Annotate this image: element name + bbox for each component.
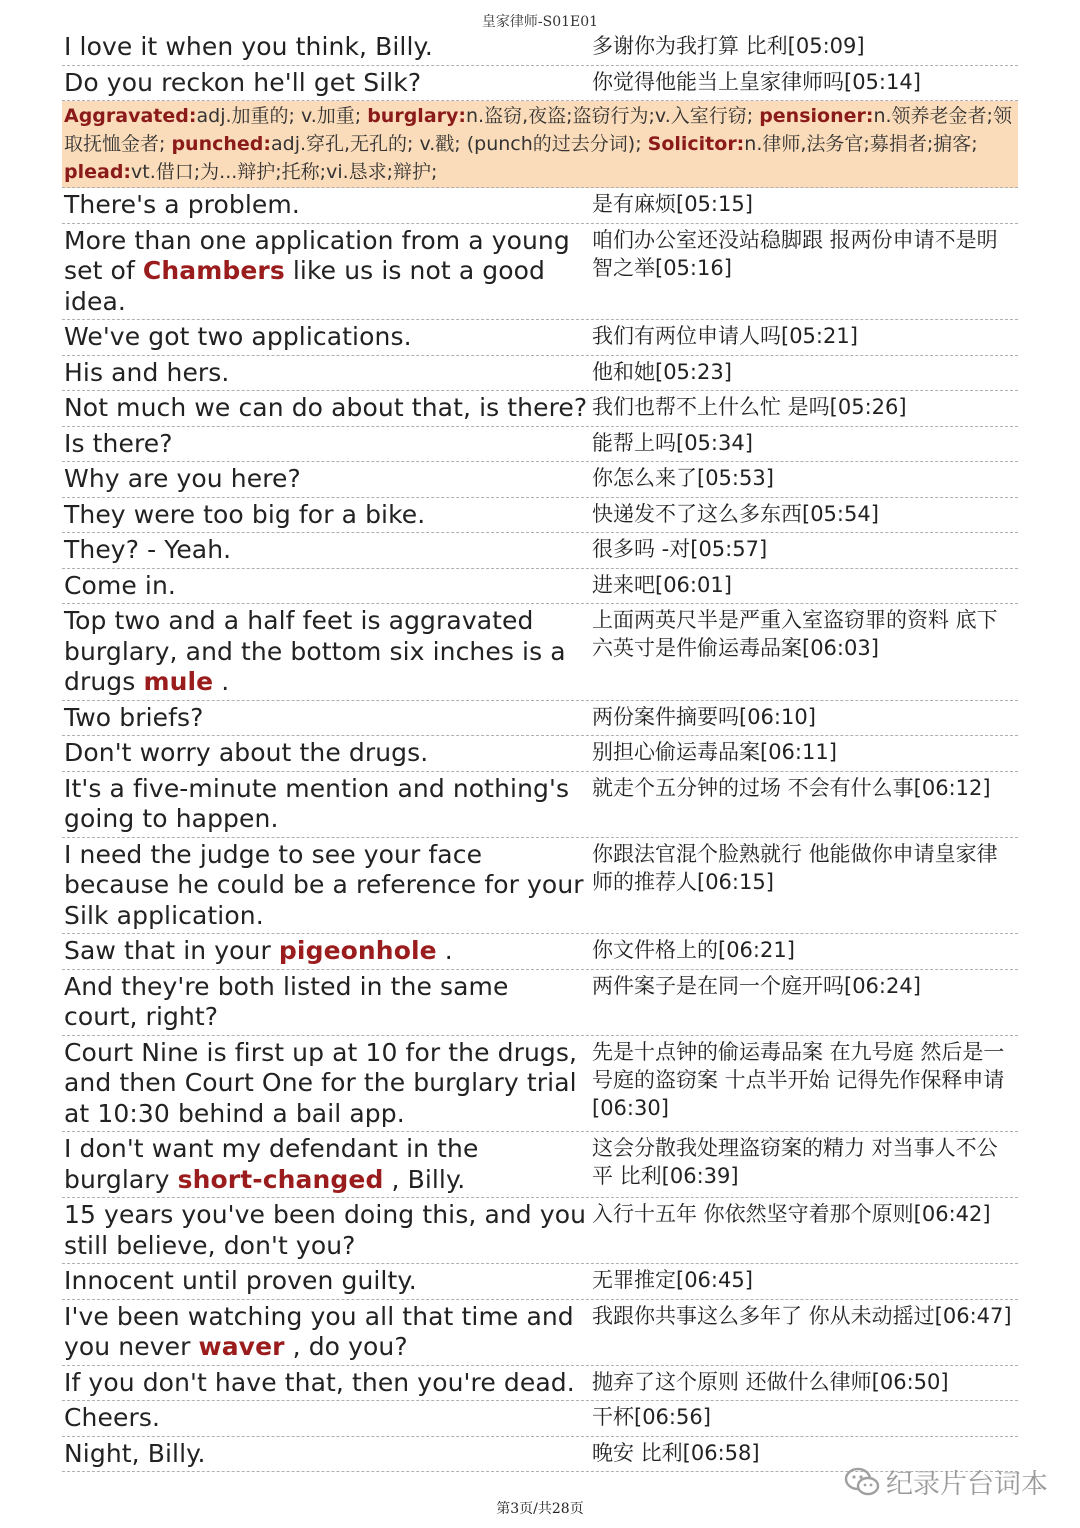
english-text: We've got two applications. <box>64 322 412 351</box>
english-text: Night, Billy. <box>64 1438 206 1468</box>
english-text: More than one application from a young set of <box>64 225 570 285</box>
english-line <box>62 970 590 1035</box>
chinese-line: 入行十五年 你依然坚守着那个原则[06:42] <box>592 1202 991 1226</box>
english-line <box>62 772 590 837</box>
highlighted-term: short-changed <box>177 1164 384 1194</box>
chinese-line: 能帮上吗[05:34] <box>592 430 753 455</box>
chinese-line: 进来吧[06:01] <box>592 572 732 597</box>
chinese-line: 我跟你共事这么多年了 你从未动摇过[06:47] <box>592 1303 1012 1328</box>
english-line <box>62 838 590 934</box>
subtitle-row <box>62 188 1018 224</box>
english-text: There's a problem. <box>64 190 300 219</box>
chinese-line: 晚安 比利[06:58] <box>592 1440 760 1465</box>
english-line <box>62 604 590 700</box>
chinese-line: 两份案件摘要吗[06:10] <box>592 704 816 729</box>
vocab-definition: vt.借口;为...辩护;托称;vi.恳求;辩护; <box>131 161 438 183</box>
subtitle-row <box>62 1036 1018 1133</box>
english-text: And they're both listed in the same court, right? <box>64 971 509 1031</box>
english-line <box>62 701 590 736</box>
subtitle-row <box>62 1198 1018 1264</box>
english-line <box>62 1198 590 1263</box>
vocab-definition: n.律师,法务官;募捐者;掮客; <box>744 133 978 155</box>
chinese-line: 干杯[06:56] <box>592 1405 711 1429</box>
english-text: , do you? <box>284 1332 408 1361</box>
chinese-line: 抛弃了这个原则 还做什么律师[06:50] <box>592 1369 949 1394</box>
english-text: I've been watching you all that time and you never <box>64 1301 574 1361</box>
chinese-line: 多谢你为我打算 比利[05:09] <box>592 34 865 58</box>
subtitle-row <box>62 427 1018 463</box>
english-text: Court Nine is first up at 10 for the drugs, and then Court One for the burglary trial at 10:30 behind a bail app. <box>64 1037 578 1128</box>
english-line <box>62 736 590 771</box>
chinese-line: 很多吗 -对[05:57] <box>592 537 768 561</box>
english-text: like us is not a good idea. <box>64 256 546 316</box>
chinese-line: 两件案子是在同一个庭开吗[06:24] <box>592 973 921 998</box>
chinese-line: 是有麻烦[05:15] <box>592 192 753 216</box>
english-text: Saw that in your <box>64 936 279 965</box>
subtitle-row <box>62 772 1018 838</box>
english-line <box>62 224 590 320</box>
english-text: Is there? <box>64 428 173 458</box>
english-text: I don't want my defendant in the burglary <box>64 1134 479 1194</box>
english-line <box>62 391 590 426</box>
english-line <box>62 1300 590 1365</box>
subtitle-row <box>62 356 1018 392</box>
english-line <box>62 1366 590 1401</box>
english-line <box>62 498 590 533</box>
english-line <box>62 66 590 101</box>
chinese-line: 这会分散我处理盗窃案的精力 对当事人不公平 比利[06:39] <box>592 1136 998 1188</box>
document-header: 皇家律师-S01E01 <box>481 14 599 30</box>
rows-before-vocab <box>62 30 1018 101</box>
english-line <box>62 462 590 497</box>
english-text: Why are you here? <box>64 464 301 493</box>
wechat-icon <box>844 1467 880 1497</box>
vocabulary-note <box>62 101 1018 188</box>
chinese-line: 无罪推定[06:45] <box>592 1268 753 1292</box>
chinese-line: 就走个五分钟的过场 不会有什么事[06:12] <box>592 775 991 800</box>
subtitle-row <box>62 1300 1018 1366</box>
vocab-definition: n.盗窃,夜盗;盗窃行为;v.入室行窃; <box>466 105 760 127</box>
chinese-line: 咱们办公室还没站稳脚跟 报两份申请不是明智之举[05:16] <box>592 227 998 280</box>
subtitle-row <box>62 1264 1018 1300</box>
highlighted-term: mule <box>143 667 214 696</box>
chinese-line: 我们有两位申请人吗[05:21] <box>592 324 858 348</box>
vocab-term: plead: <box>64 161 132 183</box>
subtitle-row <box>62 736 1018 772</box>
subtitle-row <box>62 498 1018 534</box>
chinese-line: 上面两英尺半是严重入室盗窃罪的资料 底下六英寸是件偷运毒品案[06:03] <box>592 608 998 660</box>
vocab-definition: adj.穿孔,无孔的; v.戳; (punch的过去分词); <box>270 133 648 155</box>
english-line <box>62 1437 590 1472</box>
vocab-term: Aggravated: <box>64 105 197 127</box>
subtitle-row <box>62 569 1018 605</box>
english-line <box>62 427 590 462</box>
subtitle-row <box>62 604 1018 701</box>
english-text: They? - Yeah. <box>64 535 232 564</box>
english-text: Two briefs? <box>64 702 204 732</box>
chinese-line: 别担心偷运毒品案[06:11] <box>592 740 837 764</box>
english-line <box>62 569 590 604</box>
subtitle-row <box>62 320 1018 356</box>
chinese-line: 你怎么来了[05:53] <box>592 466 774 490</box>
english-line <box>62 1401 590 1436</box>
english-text: . <box>213 667 230 696</box>
english-text: Not much we can do about that, is there? <box>64 393 588 422</box>
subtitle-row <box>62 970 1018 1036</box>
english-line <box>62 188 590 223</box>
english-line <box>62 1132 590 1197</box>
english-line <box>62 1264 590 1299</box>
vocab-term: punched: <box>171 133 271 155</box>
english-line <box>62 934 590 969</box>
vocab-term: Solicitor: <box>647 133 745 155</box>
english-text: . <box>436 936 453 965</box>
english-text: It's a five-minute mention and nothing's going to happen. <box>64 773 570 833</box>
subtitle-row <box>62 391 1018 427</box>
page-footer: 第3页/共28页 <box>496 1501 584 1517</box>
subtitle-row <box>62 701 1018 737</box>
chinese-line: 你文件格上的[06:21] <box>592 938 795 962</box>
english-text: Come in. <box>64 570 176 600</box>
english-line <box>62 356 590 391</box>
highlighted-term: Chambers <box>142 256 285 285</box>
vocab-term: burglary: <box>367 105 466 127</box>
chinese-line: 我们也帮不上什么忙 是吗[05:26] <box>592 395 907 419</box>
subtitle-row <box>62 934 1018 970</box>
vocab-term: pensioner: <box>759 105 874 127</box>
english-line <box>62 533 590 568</box>
subtitle-row <box>62 224 1018 321</box>
english-line <box>62 30 590 65</box>
chinese-line: 先是十点钟的偷运毒品案 在九号庭 然后是一号庭的盗窃案 十点半开始 记得先作保释申请[06:30] <box>592 1039 1005 1120</box>
chinese-line: 你跟法官混个脸熟就行 他能做你申请皇家律师的推荐人[06:15] <box>592 841 998 894</box>
english-line <box>62 1036 590 1132</box>
english-text: I need the judge to see your face because he could be a reference for your Silk application. <box>64 839 584 930</box>
english-text: Do you reckon he'll get Silk? <box>64 67 422 97</box>
chinese-line: 你觉得他能当上皇家律师吗[05:14] <box>592 69 921 94</box>
watermark-text: 纪录片台词本 <box>886 1469 1048 1500</box>
vocab-definition: n.领养老金者;领取抚恤金者; <box>64 105 1012 155</box>
subtitle-table <box>62 30 1018 1472</box>
subtitle-row <box>62 1401 1018 1437</box>
english-text: I love it when you think, Billy. <box>64 32 433 61</box>
vocab-definition: adj.加重的; v.加重; <box>196 105 368 127</box>
english-line <box>62 320 590 355</box>
english-text: Innocent until proven guilty. <box>64 1266 417 1295</box>
chinese-line: 快递发不了这么多东西[05:54] <box>592 501 879 526</box>
english-text: Top two and a half feet is aggravated burglary, and the bottom six inches is a drugs <box>64 606 566 696</box>
highlighted-term: waver <box>198 1332 285 1361</box>
english-text: Don't worry about the drugs. <box>64 738 429 767</box>
subtitle-row <box>62 838 1018 935</box>
chinese-line: 他和她[05:23] <box>592 359 732 384</box>
subtitle-row <box>62 533 1018 569</box>
english-text: 15 years you've been doing this, and you still believe, don't you? <box>64 1200 587 1260</box>
subtitle-row <box>62 462 1018 498</box>
subtitle-row <box>62 30 1018 66</box>
english-text: , Billy. <box>383 1164 466 1194</box>
english-text: They were too big for a bike. <box>64 499 426 529</box>
english-text: His and hers. <box>64 357 230 387</box>
highlighted-term: pigeonhole <box>278 936 437 965</box>
english-text: If you don't have that, then you're dead. <box>64 1367 575 1397</box>
subtitle-row <box>62 1366 1018 1402</box>
subtitle-row <box>62 1132 1018 1198</box>
watermark <box>844 1462 1048 1501</box>
subtitle-rows <box>62 188 1018 1472</box>
subtitle-row <box>62 66 1018 102</box>
english-text: Cheers. <box>64 1403 161 1432</box>
